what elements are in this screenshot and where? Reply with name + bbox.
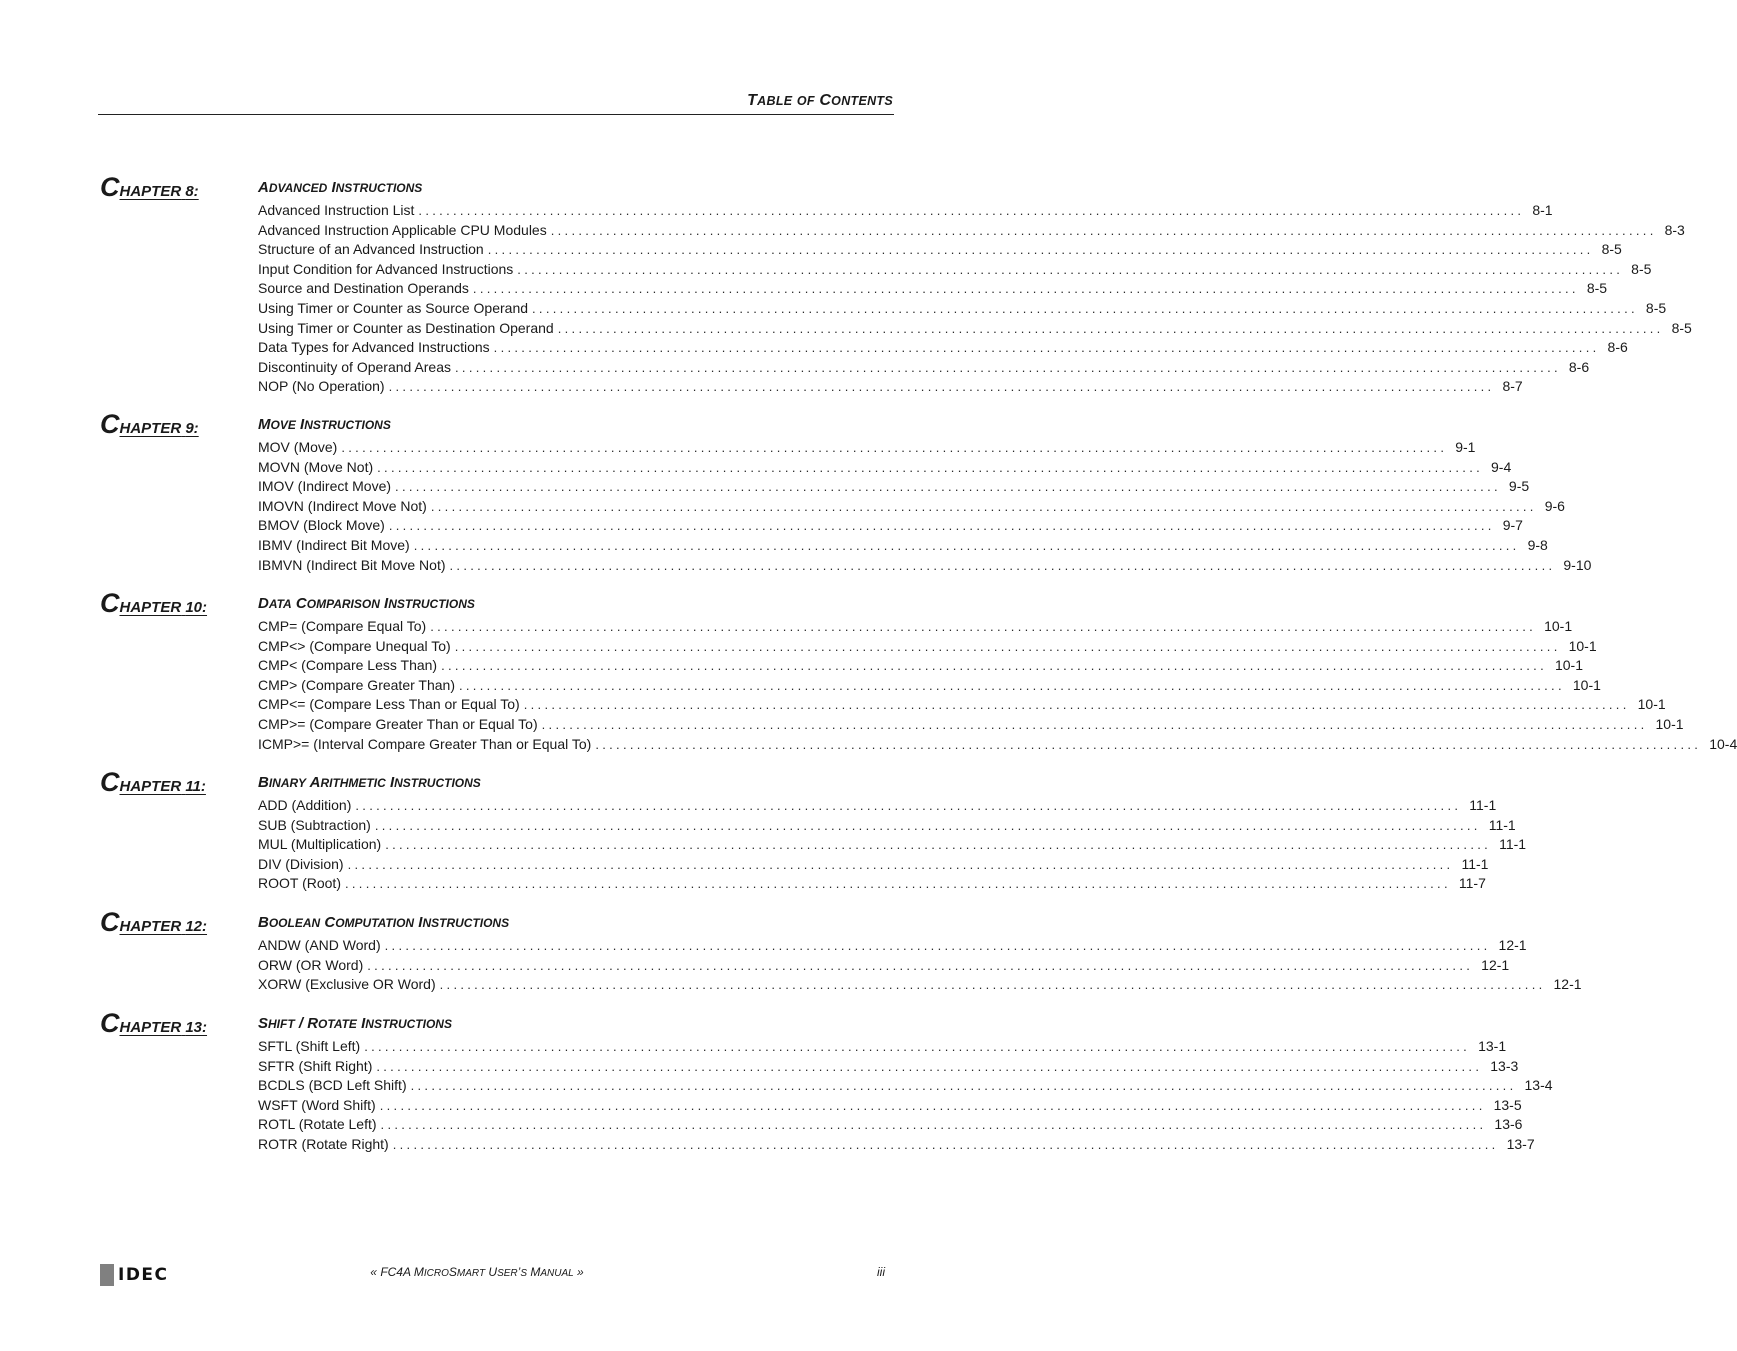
dot-leader: ................................................................................................................................................................: [455, 359, 1561, 375]
toc-entry[interactable]: [258, 377, 1523, 397]
dot-leader: ................................................................................................................................................................: [472, 281, 1579, 297]
dot-leader: ................................................................................................................................................................: [523, 697, 1630, 713]
toc-entry-title: WSFT (Word Shift): [258, 1096, 376, 1113]
toc-entry-page: 10-1: [1637, 696, 1666, 713]
dot-leader: ................................................................................................................................................................: [595, 736, 1702, 752]
toc-entry-title: Data Types for Advanced Instructions: [258, 339, 490, 356]
toc-entry[interactable]: [258, 556, 1592, 576]
toc-entry-title: Structure of an Advanced Instruction: [258, 241, 484, 258]
dot-leader: ................................................................................................................................................................: [441, 658, 1547, 674]
toc-entry-page: 11-7: [1458, 875, 1486, 892]
toc-entry-page: 9-5: [1508, 478, 1530, 495]
toc-entry-page: 8-3: [1664, 221, 1685, 238]
toc-entry[interactable]: [258, 1076, 1553, 1096]
dot-leader: ................................................................................................................................................................: [410, 1078, 1517, 1094]
toc-entry[interactable]: [258, 816, 1516, 836]
dot-leader: ................................................................................................................................................................: [487, 242, 1594, 258]
toc-entry[interactable]: [258, 1096, 1522, 1116]
dot-leader: ................................................................................................................................................................: [454, 638, 1561, 654]
chapter-label: CHAPTER 13:: [100, 1008, 208, 1038]
toc-entry-page: 11-1: [1461, 855, 1489, 872]
toc-entry-title: Using Timer or Counter as Source Operand: [258, 299, 529, 316]
toc-entry-title: ROOT (Root): [258, 875, 341, 892]
chapter-entries: [258, 796, 1527, 894]
toc-entry-page: 11-1: [1499, 836, 1527, 853]
toc-entry-page: 8-5: [1631, 260, 1652, 277]
footer-page-number: iii: [877, 1265, 885, 1279]
footer-manual-title: « FC4A MICROSMART USER’S MANUAL »: [370, 1265, 584, 1279]
chapter-label: CHAPTER 11:: [100, 767, 206, 797]
toc-entry-title: IBMVN (Indirect Bit Move Not): [258, 556, 446, 573]
dot-leader: ................................................................................................................................................................: [376, 1058, 1483, 1074]
chapter-label: CHAPTER 8:: [100, 172, 199, 202]
dot-leader: ................................................................................................................................................................: [439, 977, 1546, 993]
toc-entry-title: CMP= (Compare Equal To): [258, 618, 427, 634]
toc-entry-page: 8-6: [1568, 358, 1590, 375]
logo-text: IDEC: [118, 1265, 169, 1285]
toc-entry-page: 13-1: [1478, 1038, 1507, 1054]
dot-leader: ................................................................................................................................................................: [377, 459, 1484, 475]
toc-entry[interactable]: [258, 438, 1476, 458]
toc-entry-page: 10-1: [1572, 676, 1601, 693]
toc-entry-title: IMOVN (Indirect Move Not): [258, 497, 427, 514]
toc-entry[interactable]: [258, 221, 1685, 241]
dot-leader: ................................................................................................................................................................: [413, 537, 1520, 553]
toc-entry[interactable]: [258, 516, 1523, 536]
dot-leader: ................................................................................................................................................................: [458, 677, 1565, 693]
toc-entry[interactable]: [258, 975, 1582, 995]
toc-entry-page: 8-7: [1502, 378, 1523, 395]
dot-leader: ................................................................................................................................................................: [395, 479, 1501, 495]
dot-leader: ................................................................................................................................................................: [384, 938, 1491, 953]
chapter-label: CHAPTER 10:: [100, 588, 208, 618]
dot-leader: ................................................................................................................................................................: [341, 440, 1448, 455]
toc-entry[interactable]: [258, 936, 1527, 956]
toc-entry-page: 13-4: [1524, 1077, 1553, 1094]
toc-entry[interactable]: [258, 1115, 1523, 1135]
toc-entry-title: ANDW (AND Word): [258, 937, 381, 953]
toc-entry-title: ROTL (Rotate Left): [258, 1116, 377, 1133]
dot-leader: ................................................................................................................................................................: [379, 1097, 1486, 1113]
dot-leader: ................................................................................................................................................................: [430, 498, 1537, 514]
dot-leader: ................................................................................................................................................................: [418, 203, 1525, 218]
toc-entry[interactable]: [258, 299, 1667, 319]
chapter-title: MOVE INSTRUCTIONS: [258, 416, 391, 433]
toc-entry-title: ROTR (Rotate Right): [258, 1135, 389, 1152]
toc-entry[interactable]: [258, 656, 1584, 676]
toc-entry-title: Source and Destination Operands: [258, 280, 469, 297]
page-header-title: TABLE OF CONTENTS: [747, 92, 893, 109]
toc-entry-page: 11-1: [1488, 816, 1516, 833]
toc-entry-title: ORW (OR Word): [258, 956, 364, 973]
toc-entry[interactable]: [258, 477, 1530, 497]
dot-leader: ................................................................................................................................................................: [367, 957, 1474, 973]
chapter-entries: [258, 1037, 1553, 1155]
toc-entry-title: IMOV (Indirect Move): [258, 478, 392, 495]
toc-entry-title: CMP<> (Compare Unequal To): [258, 637, 451, 654]
toc-entry[interactable]: [258, 676, 1601, 696]
toc-entry-title: DIV (Division): [258, 855, 344, 872]
toc-entry-title: NOP (No Operation): [258, 378, 385, 395]
chapter-title: DATA COMPARISON INSTRUCTIONS: [258, 595, 475, 612]
toc-entry[interactable]: [258, 358, 1590, 378]
toc-entry[interactable]: [258, 617, 1573, 637]
dot-leader: ................................................................................................................................................................: [347, 856, 1454, 872]
toc-entry[interactable]: [258, 201, 1553, 221]
toc-entry-page: 13-3: [1490, 1057, 1519, 1074]
toc-entry[interactable]: [258, 735, 1737, 755]
toc-entry-page: 11-1: [1469, 797, 1497, 813]
toc-entry-title: Advanced Instruction List: [258, 202, 415, 218]
dot-leader: ................................................................................................................................................................: [385, 837, 1492, 853]
toc-entry-title: SFTL (Shift Left): [258, 1038, 361, 1054]
toc-entry-page: 8-5: [1601, 241, 1622, 258]
toc-entry-title: BCDLS (BCD Left Shift): [258, 1077, 407, 1094]
dot-leader: ................................................................................................................................................................: [344, 876, 1451, 892]
toc-entry-page: 10-1: [1568, 637, 1597, 654]
dot-leader: ................................................................................................................................................................: [388, 379, 1495, 395]
dot-leader: ................................................................................................................................................................: [364, 1039, 1471, 1054]
dot-leader: ................................................................................................................................................................: [517, 261, 1624, 277]
dot-leader: ................................................................................................................................................................: [557, 320, 1664, 336]
dot-leader: ................................................................................................................................................................: [380, 1117, 1487, 1133]
toc-entry[interactable]: [258, 835, 1527, 855]
toc-entry-page: 9-8: [1527, 536, 1548, 553]
toc-entry-title: MOVN (Move Not): [258, 458, 374, 475]
header-rule: [98, 114, 894, 115]
toc-entry-title: ICMP>= (Interval Compare Greater Than or Equal To): [258, 735, 592, 752]
toc-entry-title: CMP>= (Compare Greater Than or Equal To): [258, 715, 538, 732]
toc-entry-title: Advanced Instruction Applicable CPU Modules: [258, 221, 547, 238]
dot-leader: ................................................................................................................................................................: [388, 518, 1495, 534]
chapter-label: CHAPTER 9:: [100, 409, 199, 439]
dot-leader: ................................................................................................................................................................: [374, 817, 1481, 833]
chapter-title: SHIFT / ROTATE INSTRUCTIONS: [258, 1015, 452, 1032]
toc-entry[interactable]: [258, 260, 1652, 280]
toc-entry-title: CMP< (Compare Less Than): [258, 657, 438, 674]
toc-entry-title: Using Timer or Counter as Destination Operand: [258, 319, 554, 336]
toc-entry-page: 12-1: [1553, 976, 1582, 993]
toc-entry-page: 10-1: [1554, 657, 1584, 674]
toc-entry-title: CMP<= (Compare Less Than or Equal To): [258, 696, 520, 713]
dot-leader: ................................................................................................................................................................: [550, 222, 1657, 238]
chapter-entries: [258, 617, 1737, 754]
chapter-entries: [258, 201, 1692, 397]
toc-entry[interactable]: [258, 279, 1608, 299]
toc-entry-page: 10-1: [1544, 618, 1573, 634]
toc-entry-title: MUL (Multiplication): [258, 836, 382, 853]
dot-leader: ................................................................................................................................................................: [449, 557, 1556, 573]
toc-entry-title: XORW (Exclusive OR Word): [258, 976, 436, 993]
toc-entry[interactable]: [258, 319, 1692, 339]
toc-entry-title: Input Condition for Advanced Instructions: [258, 260, 514, 277]
chapter-entries: [258, 936, 1582, 995]
dot-leader: ................................................................................................................................................................: [430, 619, 1537, 634]
toc-entry-page: 9-6: [1544, 497, 1565, 514]
toc-entry[interactable]: [258, 695, 1666, 715]
toc-entry-title: MOV (Move): [258, 439, 338, 455]
toc-entry-title: SUB (Subtraction): [258, 816, 371, 833]
toc-entry[interactable]: [258, 240, 1622, 260]
toc-entry-page: 8-5: [1645, 299, 1667, 316]
toc-entry-page: 10-1: [1655, 715, 1684, 732]
toc-entry[interactable]: [258, 536, 1548, 556]
toc-entry[interactable]: [258, 1057, 1519, 1077]
toc-entry[interactable]: [258, 956, 1510, 976]
toc-entry-title: IBMV (Indirect Bit Move): [258, 536, 410, 553]
chapter-label: CHAPTER 12:: [100, 907, 208, 937]
toc-entry-title: BMOV (Block Move): [258, 517, 385, 534]
toc-entry[interactable]: [258, 1135, 1535, 1155]
toc-entry[interactable]: [258, 338, 1628, 358]
toc-entry[interactable]: [258, 855, 1489, 875]
dot-leader: ................................................................................................................................................................: [493, 340, 1600, 356]
dot-leader: ................................................................................................................................................................: [355, 798, 1462, 813]
chapter-entries: [258, 438, 1592, 575]
toc-entry[interactable]: [258, 715, 1684, 735]
toc-entry-page: 13-7: [1506, 1135, 1535, 1152]
toc-entry-page: 12-1: [1481, 956, 1510, 973]
toc-entry[interactable]: [258, 637, 1597, 657]
toc-entry-page: 8-5: [1671, 319, 1692, 336]
toc-entry-page: 9-10: [1563, 556, 1592, 573]
toc-entry-title: ADD (Addition): [258, 797, 352, 813]
toc-entry[interactable]: [258, 458, 1512, 478]
toc-entry-page: 13-5: [1493, 1096, 1522, 1113]
toc-entry-page: 9-1: [1455, 439, 1476, 455]
toc-entry[interactable]: [258, 796, 1497, 816]
dot-leader: ................................................................................................................................................................: [532, 300, 1638, 316]
toc-entry-page: 9-7: [1502, 517, 1523, 534]
toc-entry-page: 13-6: [1494, 1116, 1523, 1133]
dot-leader: ................................................................................................................................................................: [541, 716, 1648, 732]
toc-entry-title: CMP> (Compare Greater Than): [258, 676, 455, 693]
toc-entry-title: Discontinuity of Operand Areas: [258, 358, 451, 375]
dot-leader: ................................................................................................................................................................: [392, 1136, 1499, 1152]
toc-entry-page: 12-1: [1498, 937, 1527, 953]
toc-entry-page: 8-1: [1532, 202, 1553, 218]
chapter-title: ADVANCED INSTRUCTIONS: [258, 179, 423, 196]
toc-entry-title: SFTR (Shift Right): [258, 1057, 373, 1074]
toc-entry[interactable]: [258, 874, 1486, 894]
toc-entry-page: 8-5: [1586, 280, 1608, 297]
toc-entry-page: 8-6: [1607, 339, 1628, 356]
chapter-title: BOOLEAN COMPUTATION INSTRUCTIONS: [258, 914, 510, 931]
toc-entry[interactable]: [258, 1037, 1507, 1057]
chapter-title: BINARY ARITHMETIC INSTRUCTIONS: [258, 774, 481, 791]
toc-entry-page: 10-4: [1709, 735, 1737, 752]
toc-entry[interactable]: [258, 497, 1565, 517]
toc-entry-page: 9-4: [1491, 458, 1512, 475]
